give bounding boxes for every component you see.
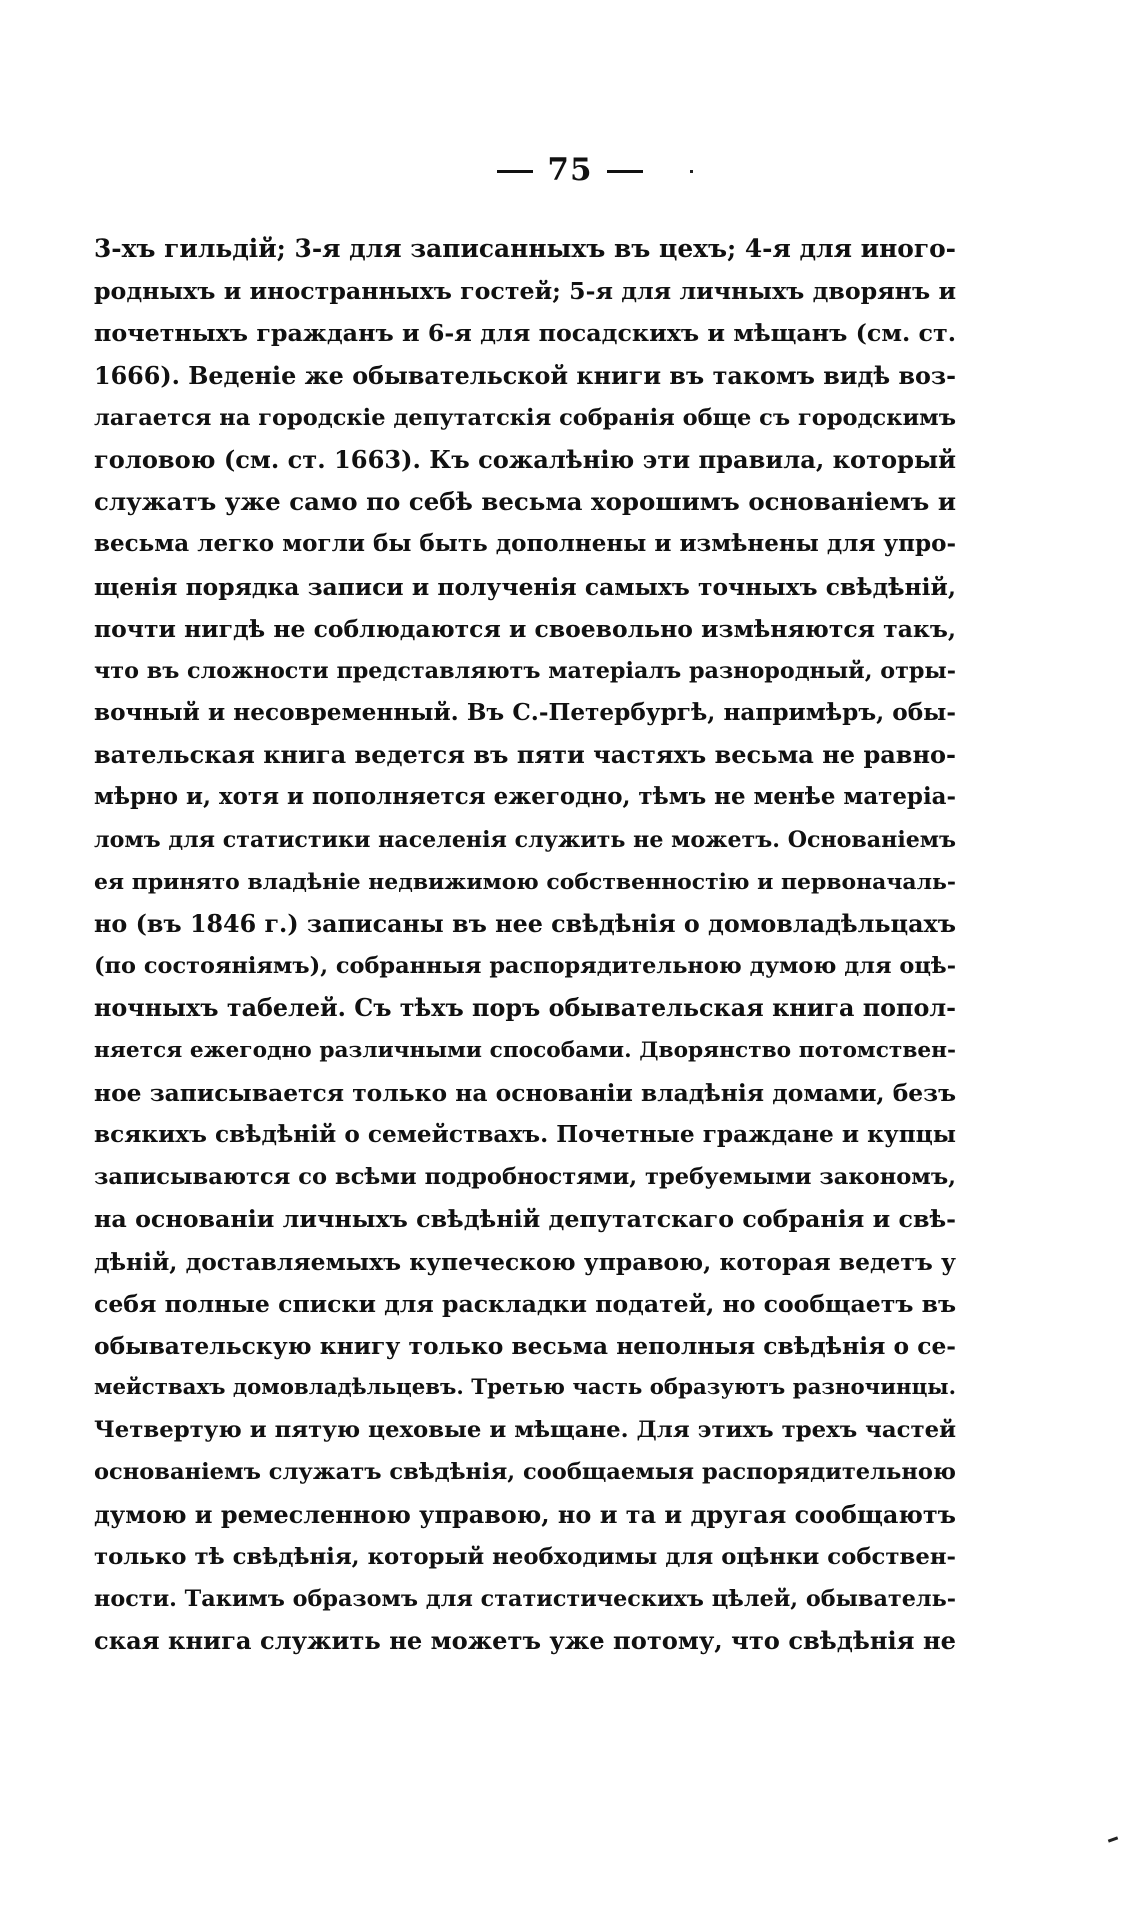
- text-line: обывательскую книгу только весьма неполныя свѣдѣнія о се-: [94, 1331, 956, 1360]
- header-dash-left: [497, 170, 533, 173]
- text-line: вательская книга ведется въ пяти частяхъ весьма не равно-: [94, 740, 956, 770]
- text-line: Четвертую и пятую цеховые и мѣщане. Для этихъ трехъ частей: [94, 1417, 956, 1444]
- text-line: ломъ для статистики населенія служить не можетъ. Основаніемъ: [94, 826, 956, 853]
- text-line: мействахъ домовладѣльцевъ. Третью часть образуютъ разночинцы.: [94, 1375, 956, 1401]
- text-line: ности. Такимъ образомъ для статистическихъ цѣлей, обыватель-: [94, 1586, 956, 1612]
- text-line: но (въ 1846 г.) записаны въ нее свѣдѣнія о домовладѣльцахъ: [94, 910, 956, 938]
- text-line: щенія порядка записи и полученія самыхъ точныхъ свѣдѣній,: [94, 572, 956, 601]
- text-line: только тѣ свѣдѣнія, который необходимы для оцѣнки собствен-: [94, 1543, 956, 1570]
- text-line: всякихъ свѣдѣній о семействахъ. Почетные граждане и купцы: [94, 1120, 956, 1148]
- text-line: лагается на городскіе депутатскія собранія обще съ городскимъ: [94, 404, 956, 431]
- text-line: (по состояніямъ), собранныя распорядительною думою для оцѣ-: [94, 953, 956, 980]
- text-line: служатъ уже само по себѣ весьма хорошимъ основаніемъ и: [94, 487, 956, 517]
- text-line: ное записывается только на основаніи владѣнія домами, безъ: [94, 1078, 956, 1107]
- text-line: ночныхъ табелей. Съ тѣхъ поръ обывательская книга попол-: [94, 994, 956, 1023]
- text-line: головою (см. ст. 1663). Къ сожалѣнію эти правила, который: [94, 444, 956, 474]
- text-line: почетныхъ гражданъ и 6-я для посадскихъ и мѣщанъ (см. ст.: [94, 319, 956, 348]
- scan-speck: [690, 170, 693, 173]
- text-line: ея принято владѣніе недвижимою собственностію и первоначаль-: [94, 868, 956, 895]
- text-line: на основаніи личныхъ свѣдѣній депутатскаго собранія и свѣ-: [94, 1205, 956, 1234]
- text-line: думою и ремесленною управою, но и та и другая сообщаютъ: [94, 1500, 956, 1529]
- text-line: 1666). Веденіе же обывательской книги въ такомъ видѣ воз-: [94, 361, 956, 390]
- text-line: мѣрно и, хотя и пополняется ежегодно, тѣмъ не менѣе матеріа-: [94, 783, 956, 811]
- page-number: 75: [547, 152, 593, 188]
- text-line: вочный и несовременный. Въ С.-Петербургѣ, напримѣръ, обы-: [94, 699, 956, 727]
- page-header: [0, 152, 1140, 188]
- scan-speck: [1108, 1836, 1118, 1842]
- text-line: что въ сложности представляютъ матеріалъ разнородный, отры-: [94, 657, 956, 684]
- text-line: родныхъ и иностранныхъ гостей; 5-я для личныхъ дворянъ и: [94, 277, 956, 306]
- text-line: основаніемъ служатъ свѣдѣнія, сообщаемыя распорядительною: [94, 1459, 956, 1486]
- body-text: [94, 228, 956, 1662]
- text-line: почти нигдѣ не соблюдаются и своевольно измѣняются такъ,: [94, 614, 956, 643]
- text-line: записываются со всѣми подробностями, требуемыми закономъ,: [94, 1164, 956, 1191]
- text-line: няется ежегодно различными способами. Дворянство потомствен-: [94, 1037, 956, 1063]
- text-line: ская книга служить не можетъ уже потому, что свѣдѣнія не: [94, 1626, 956, 1656]
- text-line: весьма легко могли бы быть дополнены и измѣнены для упро-: [94, 530, 956, 558]
- text-line: 3-хъ гильдій; 3-я для записанныхъ въ цехъ; 4-я для иного-: [94, 234, 956, 263]
- header-dash-right: [607, 170, 643, 173]
- text-line: себя полные списки для раскладки податей, но сообщаетъ въ: [94, 1289, 956, 1318]
- text-line: дѣній, доставляемыхъ купеческою управою, которая ведетъ у: [94, 1247, 956, 1276]
